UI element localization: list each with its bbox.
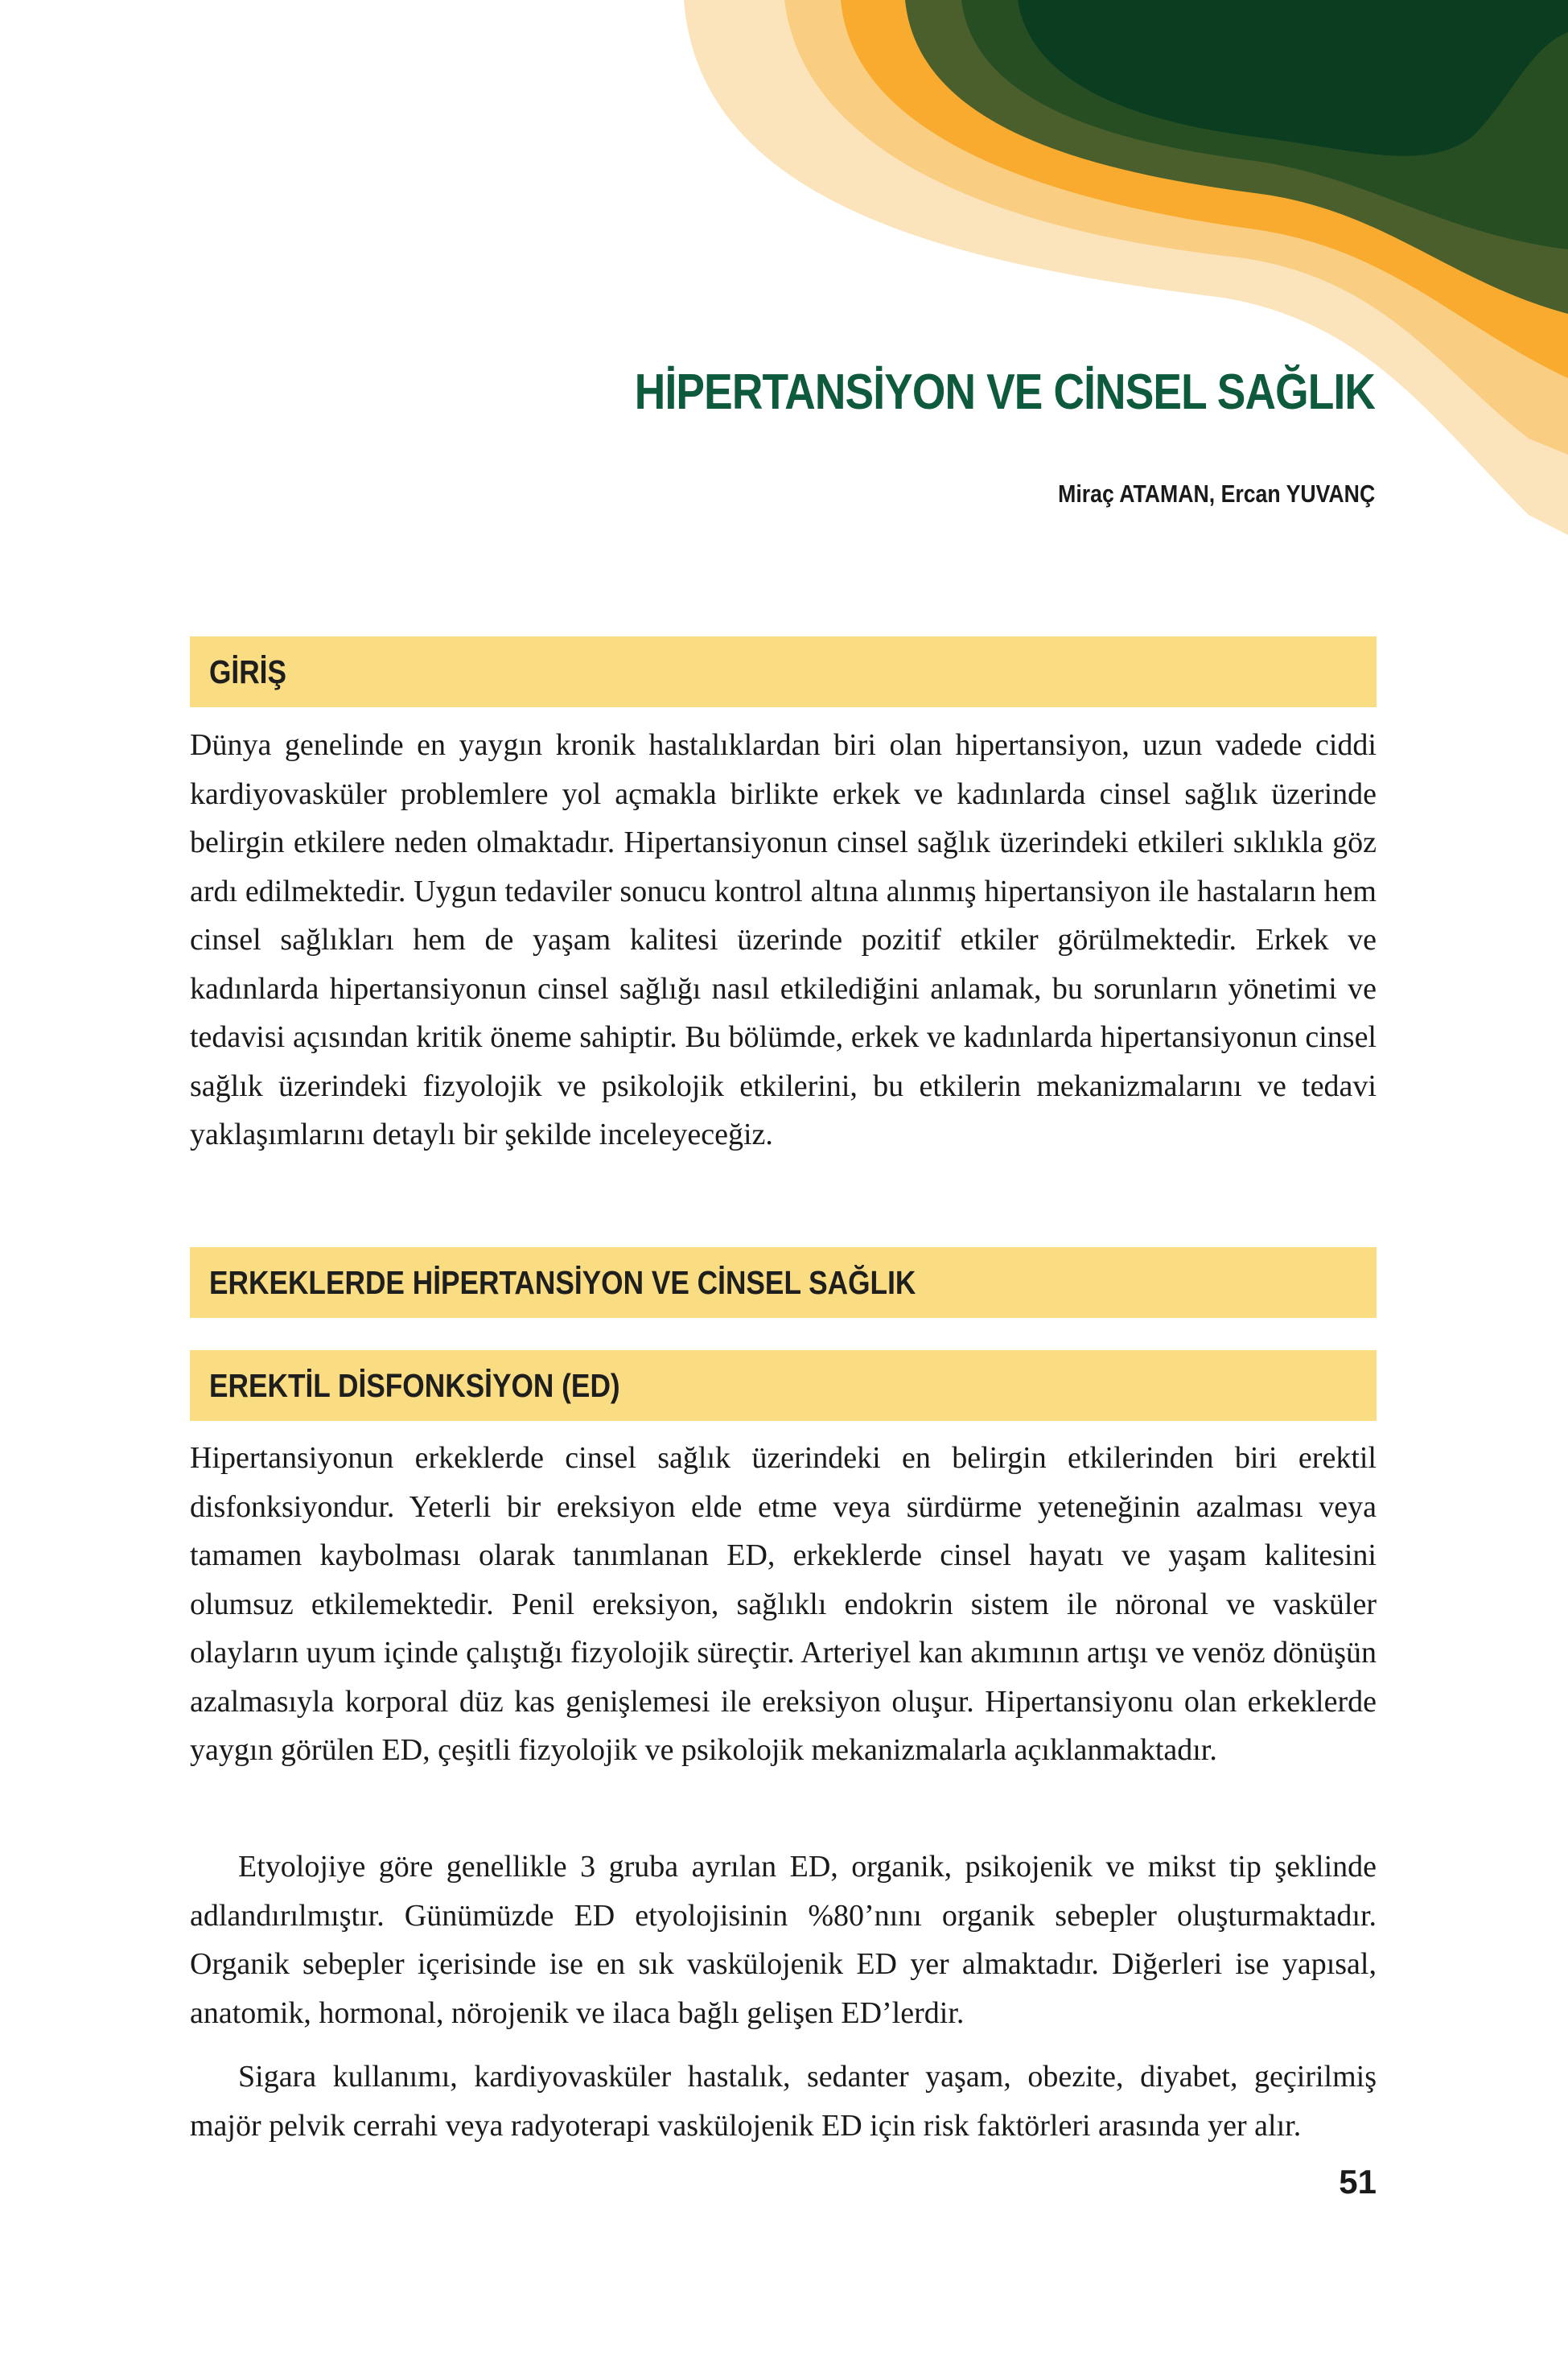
decorative-wave-shapes	[0, 0, 1568, 563]
ed-paragraph-3: Sigara kullanımı, kardiyovasküler hastalık, sedanter yaşam, obezite, diyabet, geçirilmiş majör pelvik cerrahi veya radyoterapi vaskülojenik ED için risk faktörleri arasında yer alır.	[190, 2060, 1377, 2143]
ed-paragraph-2: Etyolojiye göre genellikle 3 gruba ayrılan ED, organik, psikojenik ve mikst tip şeklinde adlandırılmıştır. Günümüzde ED etyolojisinin %80’nını organik sebepler oluşturmaktadır. Organik sebepler içerisinde ise en sık vaskülojenik ED yer almaktadır. Diğerleri ise yapısal, anatomik, hormonal, nörojenik ve ilaca bağlı gelişen ED’lerdir.	[190, 1850, 1377, 2030]
section-heading-erektil-disfonksiyon-label: EREKTİL DİSFONKSİYON (ED)	[209, 1366, 620, 1404]
authors: Miraç ATAMAN, Ercan YUVANÇ	[1057, 480, 1375, 508]
section-heading-erkeklerde-label: ERKEKLERDE HİPERTANSİYON VE CİNSEL SAĞLIK	[209, 1263, 916, 1301]
section-heading-giris	[190, 636, 1377, 707]
section-heading-giris-label: GİRİŞ	[209, 653, 287, 690]
page-number: 51	[1339, 2163, 1377, 2201]
section-heading-erektil-disfonksiyon	[190, 1350, 1377, 1421]
section-heading-erkeklerde	[190, 1247, 1377, 1318]
page-title: HİPERTANSİYON VE CİNSEL SAĞLIK	[634, 364, 1375, 420]
giris-paragraph: Dünya genelinde en yaygın kronik hastalıklardan biri olan hipertansiyon, uzun vadede ciddi kardiyovasküler problemlere yol açmakla birlikte erkek ve kadınlarda cinsel sağlık üzerinde belirgin etkilere neden olmaktadır. Hipertansiyonun cinsel sağlık üzerindeki etkileri sıklıkla göz ardı edilmektedir. Uygun tedaviler sonucu kontrol altına alınmış hipertansiyon ile hastaların hem cinsel sağlıkları hem de yaşam kalitesi üzerinde pozitif etkiler görülmektedir. Erkek ve kadınlarda hipertansiyonun cinsel sağlığı nasıl etkilediğini anlamak, bu sorunların yönetimi ve tedavisi açısından kritik öneme sahiptir. Bu bölümde, erkek ve kadınlarda hipertansiyonun cinsel sağlık üzerindeki fizyolojik ve psikolojik etkilerini, bu etkilerin mekanizmalarını ve tedavi yaklaşımlarını detaylı bir şekilde inceleyeceğiz.	[190, 728, 1377, 1151]
ed-paragraph-1: Hipertansiyonun erkeklerde cinsel sağlık üzerindeki en belirgin etkilerinden biri erektil disfonksiyondur. Yeterli bir ereksiyon elde etme veya sürdürme yeteneğinin azalması veya tamamen kaybolması olarak tanımlanan ED, erkeklerde cinsel hayatı ve yaşam kalitesini olumsuz etkilemektedir. Penil ereksiyon, sağlıklı endokrin sistem ile nöronal ve vasküler olayların uyum içinde çalıştığı fizyolojik süreçtir. Arteriyel kan akımının artışı ve venöz dönüşün azalmasıyla korporal düz kas genişlemesi ile ereksiyon oluşur. Hipertansiyonu olan erkeklerde yaygın görülen ED, çeşitli fizyolojik ve psikolojik mekanizmalarla açıklanmaktadır.	[190, 1441, 1377, 1767]
